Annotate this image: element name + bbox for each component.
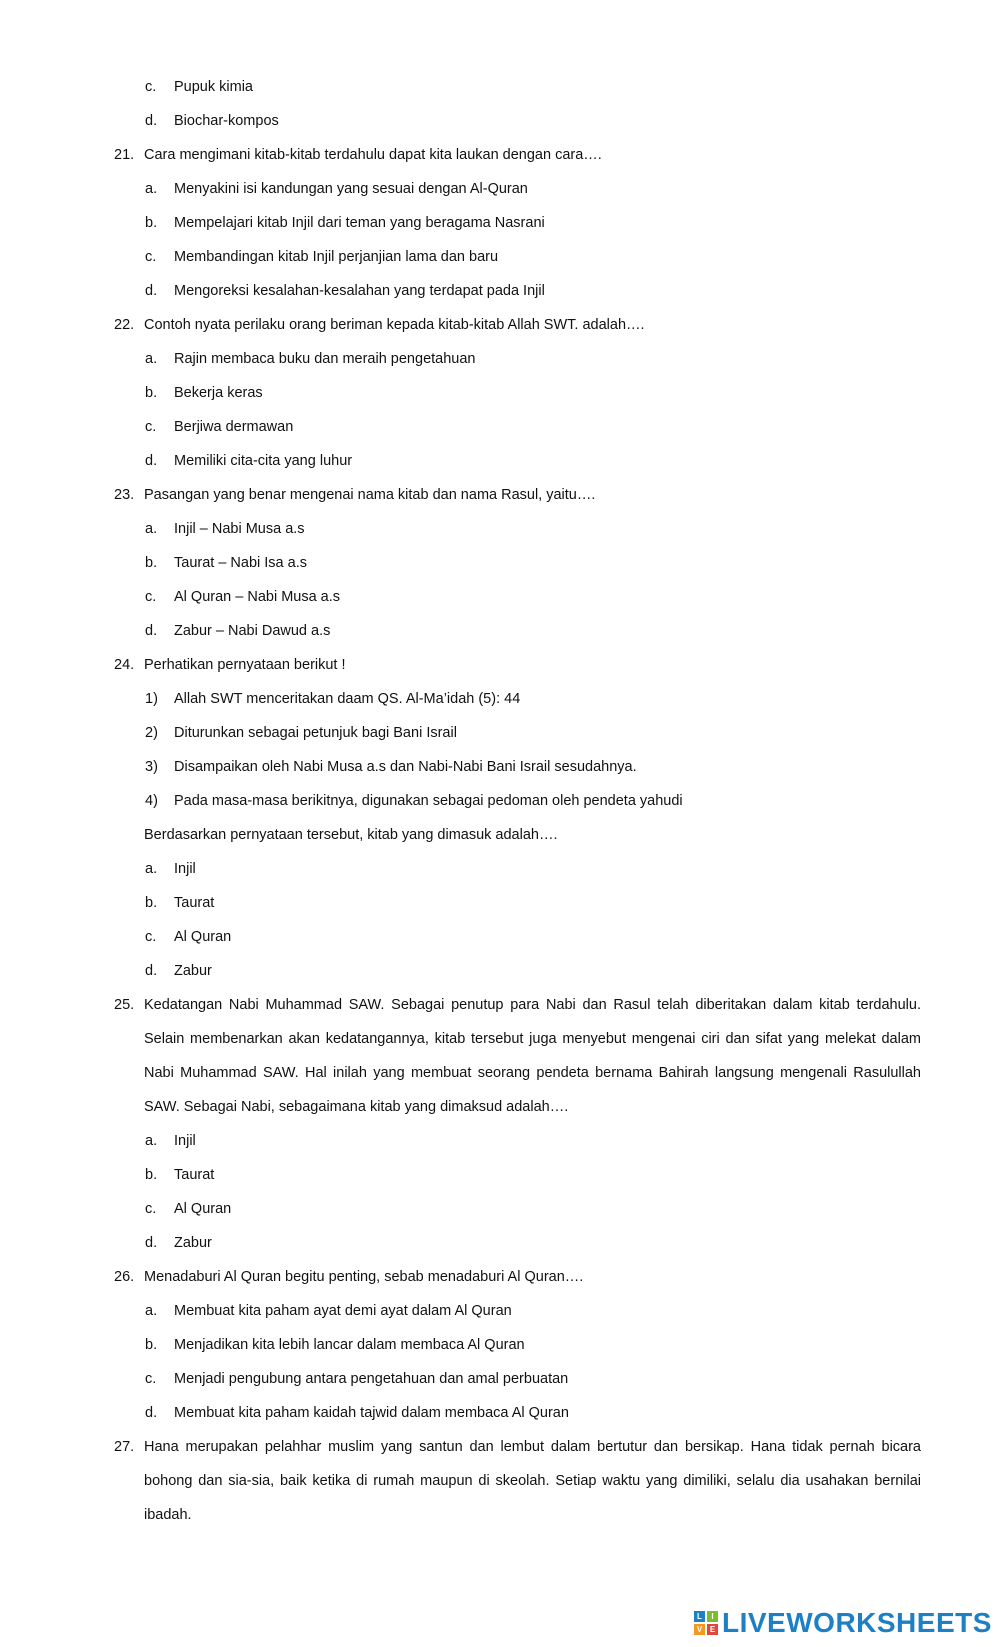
- question-text: Menadaburi Al Quran begitu penting, sebab menadaburi Al Quran….: [144, 1269, 584, 1285]
- question-text: Perhatikan pernyataan berikut !: [144, 657, 346, 673]
- question-27-text: Hana merupakan pelahhar muslim yang santun dan lembut dalam bertutur dan bersikap. Hana tidak pernah bicara bohong dan sia-sia, baik ketika di rumah maupun di skeolah. Setiap waktu yang dimiliki, selalu dia usahakan bernilai ibadah.: [144, 1439, 921, 1523]
- liveworksheets-logo[interactable]: [694, 1606, 992, 1640]
- question-25-text: Kedatangan Nabi Muhammad SAW. Sebagai penutup para Nabi dan Rasul telah diberitakan dalam kitab terdahulu. Selain membenarkan akan kedatangannya, kitab tersebut juga menyebut mengenai ciri dan sifat yang melekat dalam Nabi Muhammad SAW. Hal inilah yang membuat seorang pendeta bernama Bahirah langsung mengenali Rasulullah SAW. Sebagai Nabi, sebagaimana kitab yang dimaksud adalah….: [144, 997, 921, 1115]
- question-number: 21.: [114, 147, 135, 163]
- option-text: Pupuk kimia: [174, 79, 253, 95]
- question-number: 23.: [114, 487, 135, 503]
- question-number: 24.: [114, 657, 135, 673]
- question-text: Contoh nyata perilaku orang beriman kepada kitab-kitab Allah SWT. adalah….: [144, 317, 645, 333]
- logo-text: LIVEWORKSHEETS: [722, 1607, 992, 1638]
- question-number: 22.: [114, 317, 135, 333]
- logo-grid-icon: L I V E: [694, 1611, 718, 1635]
- worksheet-page: c. Pupuk kimia d. Biochar-kompos 21. Cara mengimani kitab-kitab terdahulu dapat kita laukan dengan cara…. a. Menyakini isi kandungan yang sesuai dengan Al-Quran b. Mempelajari kitab Injil dari teman yang beragama Nasrani c. Membandingan kitab Injil perjanjian lama dan baru d. Mengoreksi kesalahan-kesalahan yang terdapat pada Injil 22. Contoh nyata perilaku orang beriman kepada kitab-kitab Allah SWT. adalah…. a. Rajin membaca buku dan meraih pengetahuan b. Bekerja keras c. Berjiwa dermawan d. Memiliki cita-cita yang luhur 23. Pasangan yang benar mengenai nama kitab dan nama Rasul, yaitu…. a. Injil – Nabi Musa a.s b. Taurat – Nabi Isa a.s c. Al Quran – Nabi Musa a.s d. Zabur – Nabi Dawud a.s 24. Perhatikan pernyataan berikut ! 1) Allah SWT menceritakan daam QS. Al-Ma’idah (5): 44 2) Diturunkan sebagai petunjuk bagi Bani Israil 3) Disampaikan oleh Nabi Musa a.s dan Nabi-Nabi Bani Israil sesudahnya. 4) Pada masa-masa berikitnya, digunakan sebagai pedoman oleh pendeta yahudi Berdasarkan pernyataan tersebut, kitab yang dimasuk adalah…. a. Injil b. Taurat c. Al Quran d. Zabur 25. Kedatangan Nabi Muhammad SAW. Sebagai penutup para Nabi dan Rasul telah diberitakan dalam kitab terdahulu. Selain membenarkan akan kedatangannya, kitab tersebut juga menyebut mengenai ciri dan sifat yang melekat dalam Nabi Muhammad SAW. Hal inilah yang membuat seorang pendeta bernama Bahirah langsung mengenali Rasulullah SAW. Sebagai Nabi, sebagaimana kitab yang dimaksud adalah…. a. Injil b. Taurat c. Al Quran d. Zabur 26. Menadaburi Al Quran begitu penting, sebab menadaburi Al Quran…. a. Membuat kita paham ayat demi ayat dalam Al Quran b. Menjadikan kita lebih lancar dalam membaca Al Quran c. Menjadi pengubung antara pengetahuan dan amal perbuatan d. Membuat kita paham kaidah tajwid dalam membaca Al Quran 27. Hana merupakan pelahhar muslim yang santun dan lembut dalam bertutur dan bersikap. Hana tidak pernah bicara bohong dan sia-sia, baik ketika di rumah maupun di skeolah. Setiap waktu yang dimiliki, selalu dia usahakan bernilai ibadah. L I V E LIVEWORKSHEETS: [114, 79, 992, 1638]
- option-text: Biochar-kompos: [174, 113, 279, 129]
- question-number: 26.: [114, 1269, 135, 1285]
- question-text: Cara mengimani kitab-kitab terdahulu dapat kita laukan dengan cara….: [144, 147, 602, 163]
- question-text: Pasangan yang benar mengenai nama kitab dan nama Rasul, yaitu….: [144, 487, 596, 503]
